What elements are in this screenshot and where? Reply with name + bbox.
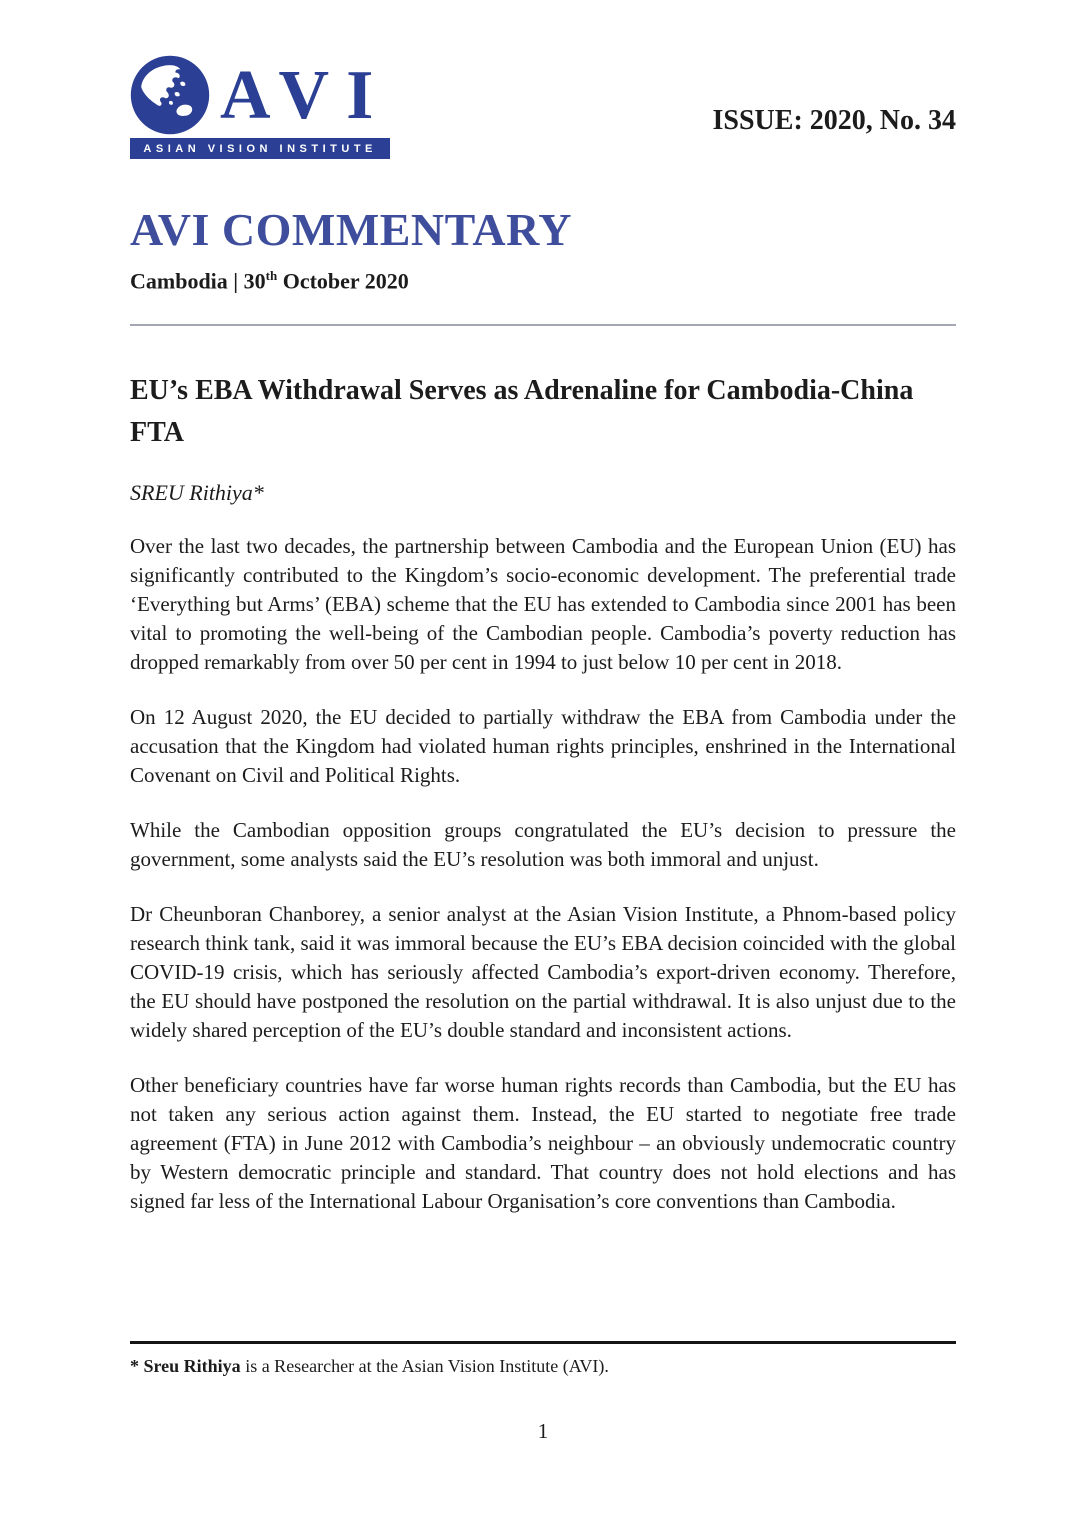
page-footer <box>130 1341 956 1536</box>
globe-asia-icon <box>130 55 210 135</box>
document-header <box>130 55 956 159</box>
logo-banner: ASIAN VISION INSTITUTE <box>130 138 390 159</box>
footnote-author: * Sreu Rithiya <box>130 1356 241 1376</box>
issue-label: ISSUE: 2020, No. 34 <box>712 105 956 136</box>
logo-row <box>130 55 390 135</box>
page-number: 1 <box>537 1419 549 1443</box>
dateline <box>130 268 956 294</box>
masthead-title: AVI COMMENTARY <box>130 204 572 255</box>
footnote-text: is a Researcher at the Asian Vision Institute (AVI). <box>240 1356 609 1376</box>
article-paragraph: Dr Cheunboran Chanborey, a senior analyst at the Asian Vision Institute, a Phnom-based policy research think tank, said it was immoral because the EU’s EBA decision coincided with the global COVID-19 crisis, which has seriously affected Cambodia’s export-driven economy. Therefore, the EU should have postponed the resolution on the partial withdrawal. It is also unjust due to the widely shared perception of the EU’s double standard and inconsistent actions. <box>130 901 956 1042</box>
avi-logo <box>130 55 390 159</box>
dateline-suffix: October 2020 <box>277 267 409 293</box>
article-heading: EU’s EBA Withdrawal Serves as Adrenaline for Cambodia-China FTA <box>130 374 914 448</box>
footnote-divider <box>130 1341 956 1344</box>
article-body <box>130 532 956 1216</box>
dateline-prefix: Cambodia | 30 <box>130 267 266 293</box>
masthead <box>130 159 956 294</box>
article <box>130 326 956 1216</box>
article-paragraph: On 12 August 2020, the EU decided to partially withdraw the EBA from Cambodia under the accusation that the Kingdom had violated human rights principles, enshrined in the International Covenant on Civil and Political Rights. <box>130 704 956 787</box>
article-paragraph: While the Cambodian opposition groups congratulated the EU’s decision to pressure the government, some analysts said the EU’s resolution was both immoral and unjust. <box>130 817 956 871</box>
dateline-ordinal: th <box>265 267 278 283</box>
article-paragraph: Over the last two decades, the partnership between Cambodia and the European Union (EU) has significantly contributed to the Kingdom’s socio-economic development. The preferential trade ‘Everything but Arms’ (EBA) scheme that the EU has extended to Cambodia since 2001 has been vital to promoting the well-being of the Cambodian people. Cambodia’s poverty reduction has dropped remarkably from over 50 per cent in 1994 to just below 10 per cent in 2018. <box>130 533 956 674</box>
article-paragraph: Other beneficiary countries have far worse human rights records than Cambodia, but the EU has not taken any serious action against them. Instead, the EU started to negotiate free trade agreement (FTA) in June 2012 with Cambodia’s neighbour – an obviously undemocratic country by Western democratic principle and standard. That country does not hold elections and has signed far less of the International Labour Organisation’s core conventions than Cambodia. <box>130 1072 956 1213</box>
footnote <box>130 1356 956 1377</box>
logo-acronym: AVI <box>220 57 391 134</box>
article-byline: SREU Rithiya* <box>130 479 264 505</box>
